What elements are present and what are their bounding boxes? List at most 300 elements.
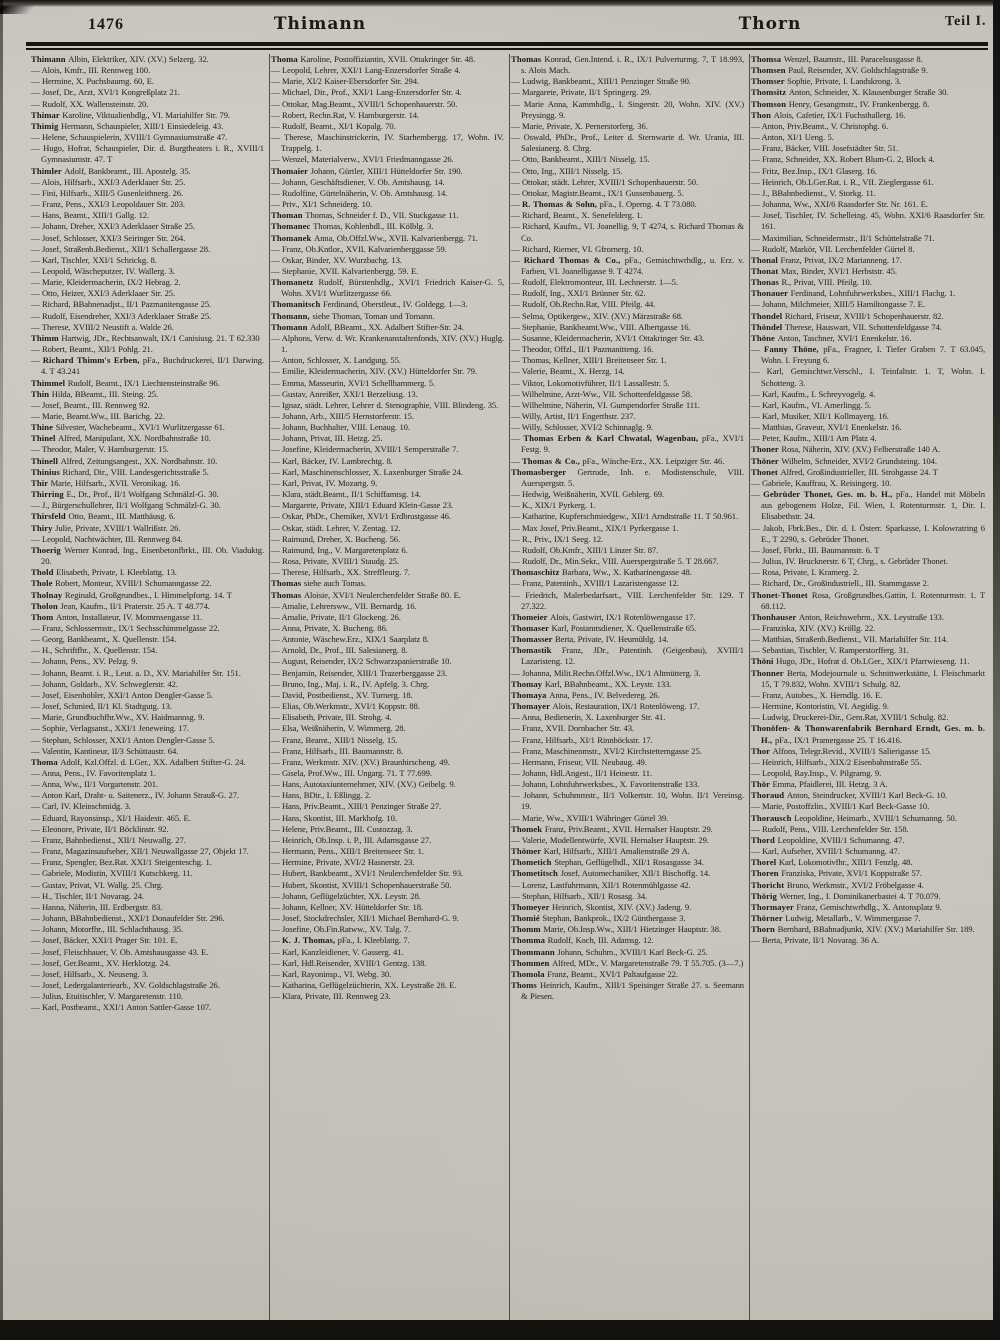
header-keyword-right: Thorn bbox=[738, 14, 802, 34]
entry-surname: Thomay bbox=[511, 678, 545, 689]
entry-surname: Thinell bbox=[31, 455, 61, 466]
directory-entry: — Priv., XI/1 Schneiderg. 10. bbox=[271, 199, 373, 210]
entry-surname: Thomas bbox=[271, 578, 304, 589]
directory-entry: — Gisela, Prof.Ww., III. Ungarg. 71. T 77.699. bbox=[271, 768, 432, 778]
entry-surname: Thoricht bbox=[751, 879, 787, 890]
entry-surname: Thomastik bbox=[511, 645, 562, 656]
directory-entry: — Stephanie, XVII. Kalvarienbergg. 59. E. bbox=[271, 265, 419, 276]
directory-entry: — Anton, Schlosser, X. Landgutg. 55. bbox=[271, 355, 401, 366]
directory-entry: Thimig Hermann, Schauspieler, XIII/1 Einsiedeleig. 43. bbox=[31, 120, 224, 131]
entry-surname: Thometitsch bbox=[511, 868, 561, 879]
directory-entry: — Emilie, Kleidermacherin, XIV. (XV.) Hütteldorfer Str. 79. bbox=[271, 366, 477, 377]
directory-entry: — Anna, Pens., IV. Favoritenplatz 1. bbox=[31, 768, 156, 778]
directory-entry: — Richard, Kaufm., VI. Joanellig. 9, T 4274, s. Richard Thomas & Co. bbox=[511, 221, 744, 243]
directory-entry: — Johann, Buchhalter, VIII. Lenaug. 10. bbox=[271, 422, 410, 433]
entry-surname: Thöni bbox=[751, 656, 777, 667]
entry-surname: Thomser bbox=[751, 76, 788, 87]
entry-surname: Thirring bbox=[31, 489, 67, 500]
directory-entry: — Rudolfine, Gürtelnäherin, V. Ob. Amtshausg. 14. bbox=[271, 187, 448, 198]
directory-columns bbox=[30, 54, 992, 1320]
directory-entry: — Johanna, Ww., XXI/6 Raasdorfer Str. Nr. 161. E. bbox=[751, 199, 928, 210]
directory-entry: — Benjamin, Reisender, XIII/1 Trazerberggasse 23. bbox=[271, 667, 448, 678]
directory-entry: — Fanny Thöne, pFa., Fragner, I. Tiefer Graben 7. T 63.045, Wohn. I. Freyung 6. bbox=[751, 344, 985, 366]
directory-entry: — Gustav, Privat, VI. Wallg. 25. Chrg. bbox=[31, 879, 163, 890]
directory-entry: — K., XIX/1 Pyrkerg. 1. bbox=[511, 500, 596, 511]
directory-entry: — R., Priv., IX/1 Seeg. 12. bbox=[511, 533, 604, 544]
entry-surname: Thörig bbox=[751, 890, 780, 901]
directory-entry: — Johann, Goldarb., XV. Schweglerstr. 42. bbox=[31, 678, 178, 689]
directory-entry: — Richard, Beamt., X. Senefelderg. 1. bbox=[511, 210, 643, 221]
directory-entry: Thimm Hartwig, JDr., Rechtsanwalt, IX/1 Canisiusg. 21. T 62.330 bbox=[31, 332, 260, 343]
entry-surname: Thormayer bbox=[751, 901, 797, 912]
entry-surname: Thomsa bbox=[751, 54, 784, 64]
directory-entry: — Franz, Bäcker, VIII. Josefstädter Str. 51. bbox=[751, 143, 899, 154]
directory-entry: Thomann, siehe Thoman, Toman und Tomann. bbox=[271, 310, 435, 321]
directory-entry: — Therese, Maschinstrickerin, IV. Starhembergg. 17, Wohn. IV. Trappelg. 1. bbox=[271, 132, 504, 154]
entry-surname: Thomié bbox=[511, 913, 543, 924]
directory-entry: — Selma, Optikergew., XIV. (XV.) Märzstraße 68. bbox=[511, 310, 683, 321]
entry-surname: Thomola bbox=[511, 968, 548, 979]
directory-entry: Thole Robert, Monteur, XVIII/1 Schumanngasse 22. bbox=[31, 578, 212, 589]
entry-surname: Thinel bbox=[31, 433, 59, 444]
directory-entry: — Karl, Rayoninsp., VI. Webg. 30. bbox=[271, 968, 392, 979]
directory-entry: — Marie, Postoffzlin., XVIII/1 Karl Beck-Gasse 10. bbox=[751, 801, 930, 812]
directory-entry: — Hermine, Kontoristin, VI. Aegidig. 9. bbox=[751, 701, 889, 712]
entry-surname: Thomas & Co., bbox=[521, 455, 580, 466]
directory-entry: — Franz, Hilfsarb., III. Baumannstr. 8. bbox=[271, 745, 404, 756]
directory-entry: — Amalie, Private, II/1 Glockeng. 26. bbox=[271, 611, 401, 622]
directory-entry: — Eduard, Rayonsinsp., XI/1 Haidestr. 465. E. bbox=[31, 812, 191, 823]
entry-surname: Thomek bbox=[511, 823, 545, 834]
entry-surname: Thonhauser bbox=[751, 611, 799, 622]
directory-entry: — Hans, BDir., I. Eßlingg. 2. bbox=[271, 790, 372, 801]
directory-entry: Thommann Johann, Schuhm., XVIII/1 Karl Beck-G. 25. bbox=[511, 946, 708, 957]
directory-entry: — Leopold, Wäscheputzer, IV. Wallerg. 3. bbox=[31, 265, 175, 276]
directory-entry: Thöni Hugo, JDr., Hofrat d. Ob.LGer., XIX/1 Pfarrwieseng. 11. bbox=[751, 656, 970, 667]
directory-entry: — Michael, Dir., Prof., XXI/1 Lang-Enzersdorfer Str. 4. bbox=[271, 87, 462, 98]
directory-entry: — Ottokar, Mag.Beamt., XVIII/1 Schopenhauerstr. 50. bbox=[271, 98, 458, 109]
directory-entry: — Raimund, Ing., V. Margaretenplatz 6. bbox=[271, 544, 408, 555]
directory-entry: — Gustav, Anreißer, XXI/1 Berzeliusg. 13. bbox=[271, 388, 418, 399]
directory-entry: — Karl, Hdl.Reisender, XVIII/1 Gentzg. 138. bbox=[271, 957, 427, 968]
entry-surname: Thoms bbox=[511, 979, 541, 990]
entry-surname: Gebrüder Thonet, Ges. m. b. H., bbox=[763, 489, 893, 500]
directory-entry: — K. J. Thomas, pFa., I. Kleeblattg. 7. bbox=[271, 935, 410, 946]
entry-surname: R. Thomas & Sohn, bbox=[521, 199, 598, 210]
entry-surname: Thomayer bbox=[511, 701, 553, 712]
directory-entry: — Robert, Rechn.Rat, V. Hamburgerstr. 14. bbox=[271, 109, 420, 120]
directory-entry: — Matthias, Straßenb.Bedienst., VII. Mariahilfer Str. 114. bbox=[751, 634, 948, 645]
entry-surname: Thomanek bbox=[271, 232, 315, 243]
directory-entry: Thimann Albin, Elektriker, XIV. (XV.) Selzerg. 32. bbox=[31, 54, 209, 64]
directory-entry: — Valerie, Beamt., X. Herzg. 14. bbox=[511, 366, 625, 377]
directory-entry: — Friedrich, Malerbedarfsart., VIII. Lerchenfelder Str. 129. T 27.322. bbox=[511, 589, 744, 611]
directory-entry: — Leopold, Ray.Insp., V. Pilgramg. 9. bbox=[751, 768, 882, 778]
directory-entry: — Berta, Private, II/1 Novarag. 36 A. bbox=[751, 935, 880, 946]
directory-entry: — R. Thomas & Sohn, pFa., I. Operng. 4. T 73.080. bbox=[511, 199, 697, 210]
directory-entry: — Josef, Tischler, IV. Schelleing. 45, Wohn. XXI/6 Raasdorfer Str. 161. bbox=[751, 210, 985, 232]
scan-edge-right bbox=[993, 0, 1000, 1340]
entry-surname: Thomaier bbox=[271, 165, 311, 176]
entry-surname: Thomann bbox=[271, 321, 311, 332]
part-label: Teil I. bbox=[944, 13, 987, 30]
directory-entry: — Arnold, Dr., Prof., III. Salesianerg. 8. bbox=[271, 645, 408, 656]
entry-surname: Thine bbox=[31, 422, 56, 433]
directory-entry: — Karl, Kaufm., VI. Amerlingg. 5. bbox=[751, 399, 872, 410]
entry-surname: Thomeyer bbox=[511, 901, 552, 912]
directory-entry: Thomay Karl, BBahnbeamt., XX. Leystr. 133. bbox=[511, 678, 672, 689]
directory-entry: — Theodor, Maler, V. Hamburgerstr. 15. bbox=[31, 444, 169, 455]
directory-entry: — Johanna, Milit.Rechn.Offzl.Ww., IX/1 Altmütterg. 3. bbox=[511, 667, 701, 678]
directory-entry: — Anton Karl, Draht- u. Saitenerz., IV. Johann Strauß-G. 27. bbox=[31, 790, 239, 801]
directory-entry: — Marie, Kleidermacherin, IX/2 Hebrag. 2. bbox=[31, 277, 181, 288]
directory-entry: Thomas Aloisie, XVI/1 Neulerchenfelder Straße 80. E. bbox=[271, 589, 461, 600]
directory-entry: — Heinrich, Ob.Insp. i. P., III. Adamsgasse 27. bbox=[271, 834, 432, 845]
directory-entry: — J., BBahnbedienst., V. Storkg. 11. bbox=[751, 187, 876, 198]
directory-entry: Thomanek Anna, Ob.Offzl.Ww., XVII. Kalvarienbergg. 71. bbox=[271, 232, 478, 243]
header-keyword-left: Thimann bbox=[273, 14, 367, 34]
directory-entry: — Karl, Bäcker, IV. Lambrechtg. 8. bbox=[271, 455, 393, 466]
directory-entry: Thometitsch Josef, Automechaniker, XII/1 Bischoffg. 14. bbox=[511, 868, 711, 879]
directory-entry: Thomek Franz, Priv.Beamt., XVII. Hernalser Hauptstr. 29. bbox=[511, 823, 713, 834]
directory-entry: — H., Schriftfhr., X. Quellenstr. 154. bbox=[31, 645, 158, 656]
directory-entry: — Richard Thomas & Co., pFa., Gemischtwrhdlg., u. Erz. v. Farben, VI. Joanelligasse 9. T 4274. bbox=[511, 254, 744, 276]
directory-entry: Thimar Karoline, Viktualienhdlg., VI. Mariahilfer Str. 79. bbox=[31, 109, 230, 120]
directory-entry: — Franz, Pens., XXI/3 Leopoldauer Str. 203. bbox=[31, 199, 185, 210]
directory-entry: Thonöfen- & Thonwarenfabrik Bernhard Erndt, Ges. m. b. H., pFa., IX/1 Pramergasse 25. T 16.416. bbox=[751, 723, 985, 745]
directory-entry: — Rudolf, Markör, VII. Lerchenfelder Gürtel 8. bbox=[751, 243, 915, 254]
header-rule-thick bbox=[26, 42, 988, 46]
directory-entry: Thoma Adolf, Kzl.Offzl. d. LGer., XX. Adalbert Stifter-G. 24. bbox=[31, 756, 246, 767]
entry-surname: Thöner bbox=[751, 455, 782, 466]
directory-entry: — Willy, Artist, II/1 Engerthstr. 237. bbox=[511, 411, 636, 421]
directory-entry: — August, Reisender, IX/2 Schwarzspanierstraße 10. bbox=[271, 656, 452, 667]
directory-entry: — Julius, Etuitischler, V. Margaretenstr. 110. bbox=[31, 991, 183, 1002]
directory-entry: — Josefine, Ob.Fin.Ratww., XV. Talg. 7. bbox=[271, 924, 411, 935]
directory-entry: — Rudolf, Elektromonteur, III. Lechnerstr. 1—5. bbox=[511, 277, 678, 288]
directory-entry: — Ludwig, Bankbeamt., XIII/1 Penzinger Straße 90. bbox=[511, 76, 691, 87]
directory-entry: — Franz, Beamt., XIII/1 Nisselg. 15. bbox=[271, 734, 398, 745]
directory-entry: — Marie, Grundbuchfhr.Ww., XV. Haidmannsg. 9. bbox=[31, 712, 205, 723]
directory-entry: — Anton, Priv.Beamt., V. Christophg. 6. bbox=[751, 120, 889, 131]
directory-entry: Thonet-Thonet Rosa, Großgrundbes.Gattin, I. Rotenturmstr. 1. T 68.112. bbox=[751, 589, 985, 611]
directory-entry: — Valerie, Modellentwürfe, XVII. Hernalser Hauptstr. 29. bbox=[511, 834, 709, 845]
directory-entry: Thondel Richard, Friseur, XVIII/1 Schopenhauerstr. 82. bbox=[751, 310, 944, 321]
entry-surname: Thiry bbox=[31, 522, 56, 533]
entry-surname: Thomma bbox=[511, 935, 548, 946]
directory-entry: — Gabriele, Modistin, XVIII/1 Kutschkerg. 11. bbox=[31, 868, 193, 879]
directory-entry: Thonner Berta, Modejournale u. Schnittwerkstätte, I. Fleischmarkt 15, T 79.832, Wohn. XVIII/1 Schulg. 82. bbox=[751, 667, 985, 689]
entry-surname: Thimann bbox=[31, 54, 69, 64]
directory-entry: — Franz, Autobes., X. Herndlg. 16. E. bbox=[751, 689, 883, 700]
directory-entry: Thommen Alfred, MDr., V. Margaretenstraße 79. T 55.705. (3—7.) bbox=[511, 957, 744, 968]
directory-entry: — Johann, Privat, III. Hetzg. 25. bbox=[271, 433, 383, 444]
entry-surname: Thomm bbox=[511, 924, 544, 935]
directory-entry: — Stephan, Schlosser, XXI/1 Anton Dengler-Gasse 5. bbox=[31, 734, 215, 745]
directory-entry: — Johann, Motorfhr., III. Schlachthausg. 35. bbox=[31, 924, 184, 935]
directory-entry: — Valentin, Kantineur, II/3 Schüttaustr. 64. bbox=[31, 745, 179, 756]
directory-entry: — Josef, Eisenhobler, XXI/1 Anton Dengler-Gasse 5. bbox=[31, 689, 213, 700]
entry-surname: Thommann bbox=[511, 946, 558, 957]
entry-surname: Thömer bbox=[511, 846, 544, 857]
directory-entry: — Franz, XVII. Dornbacher Str. 43. bbox=[511, 723, 634, 734]
directory-entry: Thirring E., Dr., Prof., II/1 Wolfgang Schmälzl-G. 30. bbox=[31, 489, 219, 500]
directory-entry: — Johann, Schuhmmstr., II/1 Volkertstr. 10, Wohn. II/1 Vereinsg. 19. bbox=[511, 790, 744, 812]
directory-entry: — Leopold, Nachtwächter, III. Rennweg 84. bbox=[31, 533, 183, 544]
directory-entry: Thor Alfons, Telegr.Revid., XVIII/1 Salierigasse 15. bbox=[751, 745, 932, 756]
directory-entry: — Elisabeth, Private, III. Strohg. 4. bbox=[271, 712, 392, 723]
entry-surname: Thomas bbox=[271, 589, 304, 600]
directory-entry: — Helene, Schauspielerin, XVIII/1 Gymnasiumstraße 47. bbox=[31, 132, 228, 143]
directory-entry: — Marie, XI/2 Kaiser-Ebersdorfer Str. 294. bbox=[271, 76, 419, 87]
entry-surname: Thomsen bbox=[751, 65, 789, 76]
entry-surname: Tholnay bbox=[31, 589, 65, 600]
directory-entry: — Josef, Ger.Beamt., XV. Herklotzg. 24. bbox=[31, 957, 171, 968]
directory-entry: Thold Elisabeth, Private, I. Kleeblattg. 13. bbox=[31, 567, 177, 578]
directory-entry: — Johann, Milchmeier, XIII/5 Hamiltongasse 7. E. bbox=[751, 299, 925, 310]
directory-entry: Thonhauser Anton, Reichswehrm., XX. Leystraße 133. bbox=[751, 611, 944, 622]
entry-surname: Thör bbox=[751, 779, 773, 790]
directory-entry: — Fini, Hilfsarb., XIII/5 Gusenleithnerg. 26. bbox=[31, 187, 184, 198]
directory-entry: — Alois, Hilfsarb., XXI/3 Aderklaaer Str. 25. bbox=[31, 176, 186, 187]
directory-entry: — Antonie, Wäschew.Erz., XIX/1 Saarplatz 8. bbox=[271, 634, 429, 645]
directory-entry: — Katharine, Kupferschmiedgew., XII/1 Arndtstraße 11. T 50.961. bbox=[511, 511, 739, 522]
entry-surname: Thomsitz bbox=[751, 87, 789, 98]
entry-surname: Thinius bbox=[31, 466, 63, 477]
directory-entry: Thomeier Alois, Gastwirt, IX/1 Rotenlöwengasse 17. bbox=[511, 611, 696, 622]
directory-entry: — Franz, Schlossermstr., IX/1 Sechsschimmelgasse 22. bbox=[31, 622, 220, 633]
entry-surname: Thonal bbox=[751, 254, 781, 265]
directory-entry: — Carl, IV. Kleinschmidg. 3. bbox=[31, 801, 131, 812]
entry-surname: Thomas bbox=[511, 54, 545, 64]
directory-entry: — Raimund, Dreher, X. Bucheng. 56. bbox=[271, 533, 401, 544]
directory-entry: — Rudolf, Ob.Rechn.Rat, VIII. Pfeilg. 44. bbox=[511, 299, 656, 310]
directory-entry: — Rosa, Private, XVIII/1 Staudg. 25. bbox=[271, 556, 400, 567]
entry-surname: Thold bbox=[31, 567, 57, 578]
entry-surname: Thomson bbox=[751, 98, 789, 109]
directory-entry: — Rudolf, XX. Wallensteinstr. 20. bbox=[31, 98, 149, 109]
entry-surname: Thimmel bbox=[31, 377, 68, 388]
entry-surname: Thoma bbox=[271, 54, 301, 64]
directory-entry: — Hermine, Private, XVI/2 Hasnerstr. 23. bbox=[271, 857, 415, 868]
directory-entry: — Heinrich, Ob.LGer.Rat. i. R., VII. Zieglergasse 61. bbox=[751, 176, 934, 187]
entry-surname: Thimm bbox=[31, 332, 62, 343]
directory-entry: — Alois, Kmfr., III. Rennweg 100. bbox=[31, 65, 151, 76]
entry-surname: K. J. Thomas, bbox=[281, 935, 336, 946]
column-3 bbox=[510, 54, 750, 1320]
directory-entry: Thörig Werner, Ing., I. Dominikanerbastei 4. T 70.079. bbox=[751, 890, 941, 901]
directory-entry: — Ottokar, Magistr.Beamt., IX/1 Gussenbauerg. 5. bbox=[511, 187, 684, 198]
entry-surname: Thord bbox=[751, 834, 778, 845]
directory-entry: — Oskar, Binder, XV. Wurzbachg. 13. bbox=[271, 254, 402, 265]
page-number: 1476 bbox=[88, 16, 124, 33]
directory-entry: Thom Anton, Installateur, IV. Mommsengasse 11. bbox=[31, 611, 203, 622]
entry-surname: Thometich bbox=[511, 857, 555, 868]
directory-entry: Thoman Thomas, Schneider f. D., VII. Stuckgasse 11. bbox=[271, 210, 459, 221]
entry-surname: Thoman bbox=[271, 210, 306, 221]
directory-entry: — Sebastian, Tischler, V. Ramperstorfferg. 31. bbox=[751, 645, 909, 656]
directory-entry: Thorn Bernhard, BBahnadjunkt, XIV. (XV.) Mariahilfer Str. 189. bbox=[751, 924, 975, 935]
entry-surname: Thole bbox=[31, 578, 56, 589]
entry-surname: Thoren bbox=[751, 868, 782, 879]
directory-entry: Thomaya Anna, Pens., IV. Belvedereg. 26. bbox=[511, 689, 660, 700]
directory-entry: — Elias, Ob.Werkmstr., XVI/1 Koppstr. 88. bbox=[271, 701, 420, 712]
directory-entry: Thöne Anton, Taschner, XVI/1 Enenkelstr. 16. bbox=[751, 332, 912, 343]
directory-entry: — Oskar, städt. Lehrer, V. Zentag. 12. bbox=[271, 522, 401, 533]
directory-entry: — Marie, Beamt.Ww., III. Barichg. 22. bbox=[31, 411, 165, 421]
directory-entry: — Josef, Beamt., III. Rennweg 92. bbox=[31, 399, 150, 410]
directory-entry: — Anna, Private, X. Bucheng. 86. bbox=[271, 622, 388, 633]
directory-entry: — Eleonore, Private, II/1 Böcklinstr. 92. bbox=[31, 823, 169, 834]
entry-surname: Thom bbox=[31, 611, 57, 622]
directory-entry: — Josef, Stockdrechsler, XII/1 Michael Bernhard-G. 9. bbox=[271, 913, 459, 924]
scan-edge-top bbox=[0, 0, 1000, 7]
directory-entry: — Maximilian, Schneidermstr., II/1 Schüttelstraße 71. bbox=[751, 232, 935, 243]
entry-surname: Thondel bbox=[751, 310, 785, 321]
directory-entry: — Josef, Schmied, II/1 Kl. Stadtgutg. 13. bbox=[31, 701, 172, 712]
directory-entry: Thomié Stephan, Bankprok., IX/2 Günthergasse 3. bbox=[511, 913, 686, 924]
directory-entry: — Karl, Aufseher, XVIII/1 Schumanng. 47. bbox=[751, 846, 900, 857]
directory-entry: Thonas R., Privat, VIII. Pfeilg. 10. bbox=[751, 277, 872, 288]
entry-surname: Thonauer bbox=[751, 288, 791, 299]
entry-surname: Thöne bbox=[751, 332, 778, 343]
directory-entry: Thomeyer Heinrich, Skontist, XIV. (XV.) Jadeng. 9. bbox=[511, 901, 692, 912]
entry-surname: Thimler bbox=[31, 165, 65, 176]
directory-entry: — Josef, Straßenb.Bedienst., XII/1 Schallergasse 28. bbox=[31, 243, 210, 254]
directory-entry: Thomm Marie, Ob.Insp.Ww., XIII/1 Hietzinger Hauptstr. 38. bbox=[511, 924, 722, 935]
directory-entry: — Josef, Bäcker, XXI/1 Prager Str. 101. E. bbox=[31, 935, 178, 946]
directory-entry: — Leopold, Lehrer, XXI/1 Lang-Enzersdorfer Straße 4. bbox=[271, 65, 461, 76]
directory-entry: — Johann, Arb., XIII/5 Hernstorferstr. 15. bbox=[271, 411, 414, 421]
entry-surname: Thorn bbox=[751, 924, 778, 935]
directory-entry: Thomayer Alois, Restauration, IX/1 Rotenlöweng. 17. bbox=[511, 701, 700, 712]
entry-surname: Thin bbox=[31, 388, 52, 399]
directory-entry: — Rudolf, Ob.Kmfr., XIII/1 Linzer Str. 87. bbox=[511, 544, 659, 555]
header-rule-thin bbox=[26, 48, 988, 50]
directory-entry: — Rudolf, Beamt., XI/1 Kopalg. 70. bbox=[271, 120, 396, 131]
entry-surname: Thomasberger bbox=[511, 466, 578, 477]
directory-entry: — Wilhelmine, Näherin, VI. Gumpendorfer Straße 111. bbox=[511, 399, 700, 410]
entry-surname: Thimar bbox=[31, 109, 63, 120]
entry-surname: Thomanec bbox=[271, 221, 314, 232]
directory-entry: — Hugo, Hofrat, Schauspieler, Dir. d. Burgtheaters i. R., XVIII/1 Gymnasiumstr. 47. T bbox=[31, 143, 264, 165]
directory-entry: Thomasberger Gertrude, Inh. e. Modistenschule, VIII. Auerspergstr. 5. bbox=[511, 466, 744, 488]
directory-entry: — Karl, Musiker, XII/1 Kollmayerg. 16. bbox=[751, 411, 889, 421]
directory-entry: — Josef, Hilfsarb., X. Neuseng. 3. bbox=[31, 968, 149, 979]
directory-entry: Thomanitsch Ferdinand, Oberstleut., IV. Goldegg. 1—3. bbox=[271, 299, 468, 310]
directory-entry: — Hermann, Friseur, VII. Neubaug. 49. bbox=[511, 756, 647, 767]
directory-entry: — Therese, XVIII/2 Neustift a. Walde 26. bbox=[31, 321, 174, 332]
directory-entry: — Johann, Geflügelzüchter, XX. Leystr. 28. bbox=[271, 890, 421, 901]
entry-surname: Thor bbox=[751, 745, 773, 756]
directory-entry: — Hans, Skontist, III. Markhofg. 10. bbox=[271, 812, 397, 823]
directory-entry: Thomas Konrad, Gen.Intend. i. R., IX/1 Pulverturmg. 7, T 18.993, s. Alois Mach. bbox=[511, 54, 744, 76]
directory-entry: Tholnay Reginald, Großgrundbes., I. Himmelpfortg. 14. T bbox=[31, 589, 232, 600]
directory-entry: Thomann Adolf, BBeamt., XX. Adalbert Stifter-Str. 24. bbox=[271, 321, 464, 332]
directory-entry: — Richard, BBahnenadjst., II/1 Pazmanitengasse 25. bbox=[31, 299, 212, 310]
scan-edge-bottom bbox=[0, 1320, 1000, 1340]
directory-entry: Thoner Rosa, Näherin, XIV. (XV.) Felberstraße 140 A. bbox=[751, 444, 940, 455]
directory-entry: — Hermann, Pens., XIII/1 Breitenseer Str. 1. bbox=[271, 846, 424, 857]
directory-entry: — Franz, Maschinenmstr., XVI/2 Kirchstetterngasse 25. bbox=[511, 745, 702, 756]
directory-entry: — Gabriele, Kauffrau, X. Reisingerg. 10. bbox=[751, 477, 892, 488]
directory-entry: Thomanec Thomas, Kohlenhdl., III. Kölblg. 3. bbox=[271, 221, 434, 232]
directory-entry: Thinius Richard, Dir., VIII. Landesgerichtsstraße 5. bbox=[31, 466, 209, 477]
entry-surname: Thonner bbox=[751, 667, 787, 678]
entry-surname: Thörner bbox=[751, 913, 786, 924]
directory-entry: — Hanna, Näherin, III. Erdbergstr. 83. bbox=[31, 901, 163, 912]
directory-entry: — David, Postbedienst., XV. Turnerg. 18. bbox=[271, 689, 413, 700]
directory-entry: Thoraud Anton, Steindrucker, XVIII/1 Karl Beck-G. 10. bbox=[751, 790, 947, 801]
directory-entry: — Hans, Beamt., XIII/1 Gallg. 12. bbox=[31, 210, 150, 221]
directory-entry: — Thomas & Co., pFa., Wäsche-Erz., XX. Leipziger Str. 46. bbox=[511, 455, 725, 466]
directory-entry: Thoms Heinrich, Kaufm., XIII/1 Speisinger Straße 27. s. Seemann & Piesen. bbox=[511, 979, 744, 1002]
directory-entry: — Thomas Erben & Karl Chwatal, Wagenbau, pFa., XVI/1 Festg. 9. bbox=[511, 433, 744, 455]
directory-entry: — Josef, Dr., Arzt, XVI/1 Kongreßplatz 21. bbox=[31, 87, 180, 98]
directory-entry: — Ludwig, Druckerei-Dir., Gem.Rat, XVIII/1 Schulg. 82. bbox=[751, 712, 949, 723]
directory-entry: — Franz, Schneider, XX. Robert Blum-G. 2, Block 4. bbox=[751, 154, 935, 165]
directory-entry: — Josef, Fbrkt., III. Baumannstr. 6. T bbox=[751, 544, 880, 555]
directory-entry: — Johann, Kellner, XV. Hütteldorfer Str. 18. bbox=[271, 901, 423, 912]
directory-entry: — Emma, Masseurin, XVI/1 Schellhammerg. 5. bbox=[271, 377, 436, 388]
directory-entry: Thömer Karl, Hilfsarb., XIII/1 Amalienstraße 29 A. bbox=[511, 846, 690, 857]
entry-surname: Thoner bbox=[751, 444, 782, 455]
directory-entry: — Anton, XI/1 Ueng. 5. bbox=[751, 132, 834, 143]
entry-surname: Thonöfen- & Thonwarenfabrik Bernhard Erndt, Ges. m. b. H., bbox=[751, 723, 985, 745]
directory-entry: Thometich Stephan, Geflügelhdl., XII/1 Rosasgasse 34. bbox=[511, 857, 704, 868]
directory-entry: — Richard, Dr., Großindustriell., III. Stammgasse 2. bbox=[751, 578, 929, 589]
directory-entry: — Thomas, Kellner, XIII/1 Breitenseer Str. 1. bbox=[511, 355, 667, 366]
directory-entry: — Stephan, Hilfsarb., XII/1 Rosasg. 34. bbox=[511, 890, 648, 901]
directory-entry: — Rudolf, Pens., VIII. Lerchenfelder Str. 158. bbox=[751, 823, 909, 834]
directory-entry: Thomser Sophie, Private, I. Landskrong. 3. bbox=[751, 76, 902, 87]
directory-entry: — Julius, IV. Brucknerstr. 6 T, Chrg., s. Gebrüder Thonet. bbox=[751, 556, 948, 567]
directory-entry: Thomaschitz Barbara, Ww., X. Katharinengasse 48. bbox=[511, 567, 692, 578]
directory-entry: — Rudolf, Eisendreher, XXI/3 Aderklaaer Straße 25. bbox=[31, 310, 212, 321]
directory-entry: Thorausch Leopoldine, Heimarb., XVIII/1 Schumanng. 50. bbox=[751, 812, 957, 823]
directory-entry: Thomsitz Anton, Schneider, X. Klausenburger Straße 30. bbox=[751, 87, 949, 98]
directory-entry: — H., Tischler, II/1 Novarag. 24. bbox=[31, 890, 144, 901]
directory-entry: — Bruno, Ing., Maj. i. R., IV. Apfelg. 3. Chrg. bbox=[271, 678, 430, 689]
directory-entry: Thonal Franz, Privat, IX/2 Marianneng. 17. bbox=[751, 254, 902, 265]
directory-entry: — Gebrüder Thonet, Ges. m. b. H., pFa., Handel mit Möbeln aus gebogenem Holze, Fil. Wien, I. Rotenturmstr. 1, Dir. I. Elisabethstr. 24. bbox=[751, 489, 985, 522]
directory-entry: — Josef, Fleischhauer, V. Ob. Amtshausgasse 43. E. bbox=[31, 946, 209, 957]
entry-surname: Thoraud bbox=[751, 790, 787, 801]
entry-surname: Richard Thomas & Co., bbox=[523, 254, 621, 265]
directory-entry: — Oskar, PhDr., Chemiker, XVI/1 Erdbrustgasse 46. bbox=[271, 511, 451, 522]
directory-entry: — Franz, Werkmstr. XIV. (XV.) Braunhirscheng. 49. bbox=[271, 756, 450, 767]
entry-surname: Thomeier bbox=[511, 611, 551, 622]
directory-entry: Thomaier Johann, Gürtler, XIII/1 Hütteldorfer Str. 190. bbox=[271, 165, 463, 176]
directory-entry: — Theodor, Offzl., II/1 Pazmanitteng. 16. bbox=[511, 344, 654, 355]
directory-entry: — Klara, Private, III. Rennweg 23. bbox=[271, 991, 391, 1002]
directory-entry: — Therese, Hilfsarb., XX. Streffleurg. 7. bbox=[271, 567, 410, 578]
directory-entry: Thomastik Franz, JDr., Patentinh. (Geigenbau), XVIII/1 Lazaristeng. 12. bbox=[511, 645, 744, 667]
directory-entry: — Margarete, Private, II/1 Springerg. 29. bbox=[511, 87, 652, 98]
directory-entry: — Matthias, Graveur, XVI/1 Enenkelstr. 16. bbox=[751, 422, 902, 433]
directory-entry: — Karl, Kanzleidiener, V. Gasserg. 41. bbox=[271, 946, 404, 957]
directory-entry: — Wilhelmine, Arzt-Ww., VII. Schottenfeldgasse 58. bbox=[511, 388, 692, 399]
directory-entry: — Otto, Ing., XIII/1 Nisselg. 15. bbox=[511, 165, 623, 176]
directory-entry: Thorel Karl, Lokomotivfhr., XIII/1 Fenzlg. 48. bbox=[751, 857, 913, 868]
column-2 bbox=[270, 54, 510, 1320]
directory-entry: Thoren Franziska, Private, XVI/1 Koppstraße 57. bbox=[751, 868, 922, 879]
directory-entry: Thoma Karoline, Postoffiziantin, XVII. Ottakringer Str. 48. bbox=[271, 54, 476, 64]
directory-entry: — Oswald, PhDr., Prof., Leiter d. Sternwarte d. Wr. Urania, III. Salesianerg. 8. Chrg. bbox=[511, 132, 744, 154]
directory-entry: — Fritz, Bez.Insp., IX/1 Glaserg. 16. bbox=[751, 165, 877, 176]
directory-entry: — Marie, Private, X. Pernerstorferg. 36. bbox=[511, 120, 648, 131]
directory-entry: — Rudolf, Ing., XXI/1 Brünner Str. 62. bbox=[511, 288, 646, 299]
